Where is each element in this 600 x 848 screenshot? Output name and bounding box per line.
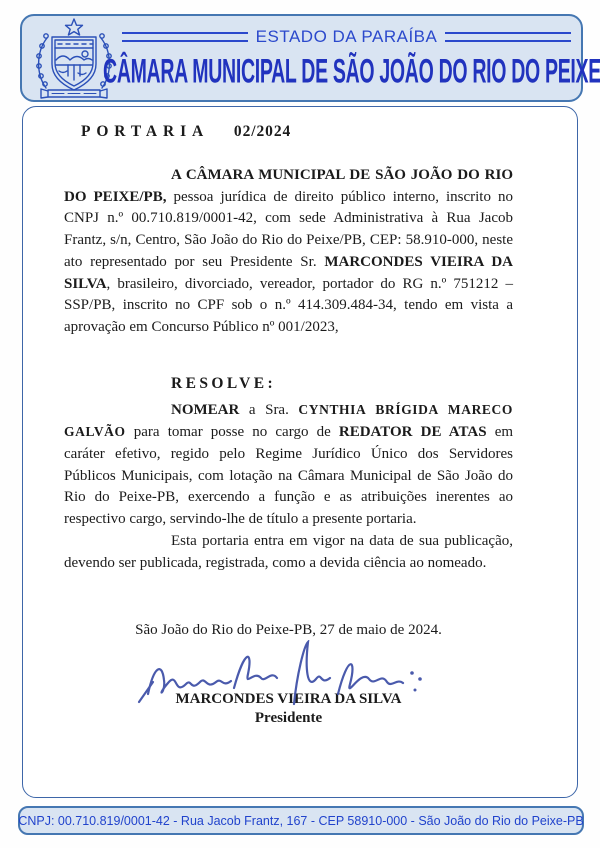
dateline: São João do Rio do Peixe-PB, 27 de maio de 2024. — [135, 622, 442, 639]
letterhead-text — [102, 16, 600, 100]
opening-text-2: , brasileiro, divorciado, vereador, portador do RG n.º 751212 – SSP/PB, inscrito no CPF sob o n.º 414.309.484-34, tendo em vista a aprovação em Concurso Público nº 001/2023, — [64, 275, 513, 335]
footer-text: CNPJ: 00.710.819/0001-42 - Rua Jacob Frantz, 167 - CEP 58910-000 - São João do Rio do Peixe-PB — [18, 813, 584, 828]
effectivity-paragraph: Esta portaria entra em vigor na data de sua publicação, devendo ser publicada, registrada, como a devida ciência ao nomeado. — [64, 532, 513, 571]
letterhead — [20, 14, 600, 102]
org-title: CÂMARA MUNICIPAL DE SÃO JOÃO DO RIO DO PEIXE — [102, 51, 600, 91]
org-name-bold: A CÂMARA MUNICIPAL DE SÃO JOÃO DO RIO DO PEIXE/PB, — [64, 167, 513, 205]
appointment-text-1: a Sra. — [239, 401, 299, 418]
portaria-heading — [81, 123, 513, 141]
double-rule-left — [122, 32, 248, 42]
double-rule-right — [445, 32, 571, 42]
appointment-paragraph — [64, 399, 513, 531]
portaria-label: PORTARIA — [81, 123, 210, 140]
position-title-bold: REDATOR DE ATAS — [338, 424, 487, 441]
estado-row — [122, 27, 581, 47]
signature-block — [64, 690, 513, 728]
president-name-bold: MARCONDES VIEIRA DA SILVA — [64, 253, 513, 292]
resolve-heading: RESOLVE: — [171, 374, 277, 392]
estado-label: ESTADO DA PARAÍBA — [255, 27, 438, 46]
nomear-bold: NOMEAR — [171, 401, 240, 418]
opening-paragraph — [64, 165, 513, 339]
portaria-number: 02/2024 — [233, 123, 292, 140]
document-body — [22, 106, 578, 798]
footer-bar — [18, 806, 584, 835]
appointee-name-bold: CYNTHIA BRÍGIDA MARECO GALVÃO — [64, 401, 513, 440]
signatory-role: Presidente — [254, 709, 323, 726]
appointment-text-2: para tomar posse no cargo de — [125, 424, 339, 441]
appointment-text-3: em caráter efetivo, regido pelo Regime Jurídico Único dos Servidores Públicos Municipais, com lotação na Câmara Municipal de São João do Rio do Peixe-PB, exercendo a função e as atribuições inerentes ao respectivo cargo, servindo-lhe de título a presente portaria. — [64, 424, 514, 528]
opening-text-1: pessoa jurídica de direito público interno, inscrito no CNPJ n.º 00.710.819/0001-42, com sede Administrativa à Rua Jacob Frantz, s/n, Centro, São João do Rio do Peixe/PB, CEP: 58.910-000, neste ato representado por seu Presidente Sr. — [64, 188, 513, 270]
signatory-name: MARCONDES VIEIRA DA SILVA — [175, 690, 402, 707]
